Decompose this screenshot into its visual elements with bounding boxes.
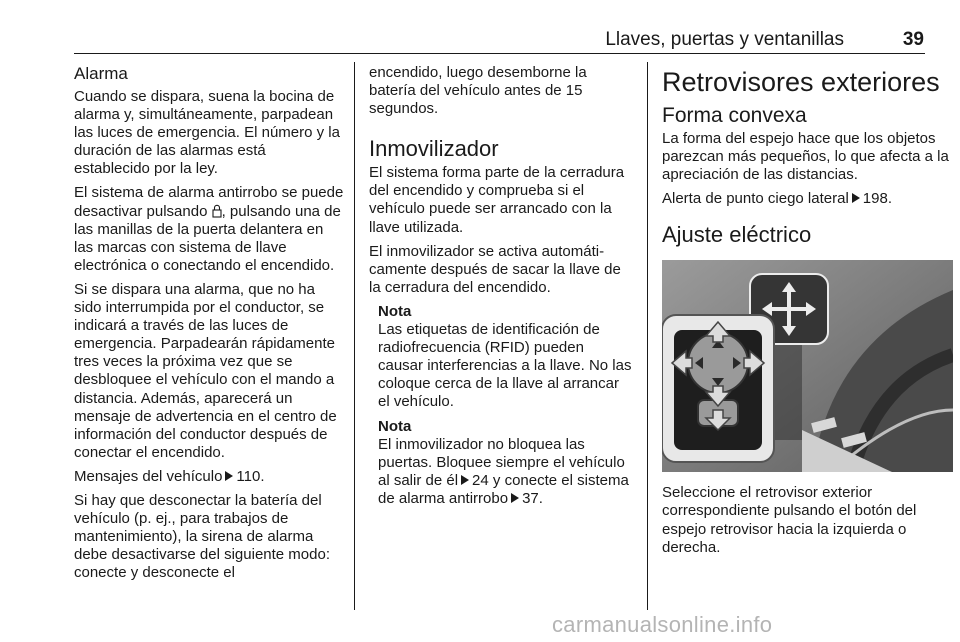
paragraph-ajuste: Seleccione el retrovisor exterior correspondiente pulsando el botón del espejo retrovisor hacia la izquierda o derecha. xyxy=(662,484,917,556)
watermark: carmanualsonline.info xyxy=(552,612,773,637)
column-divider-2 xyxy=(647,62,648,610)
paragraph-inmovilizador-2: El inmovilizador se activa automáticamente después de sacar la llave de la cerradura del encendido. xyxy=(369,242,621,296)
lock-icon xyxy=(212,204,222,218)
page-reference[interactable]: 198. xyxy=(862,190,892,208)
page-reference[interactable]: 37. xyxy=(522,489,543,507)
mirror-control-illustration xyxy=(662,260,953,472)
paragraph-alerta xyxy=(662,190,954,208)
column-2 xyxy=(369,64,633,514)
paragraph-alarma-4 xyxy=(74,468,344,486)
heading-ajuste-electrico: Ajuste eléctrico xyxy=(662,222,812,248)
page-number: 39 xyxy=(902,29,924,50)
paragraph-alarma-3: Si se dispara una alarma, que no ha sido interrumpida por el conductor, se indicará a través de las luces de emergencia. Parpadearán rápidamente tres veces la próxima vez que se desbloquee el vehículo con el mando a distancia. Además, aparecerá un mensaje de advertencia en el centro de información del conductor después de conectar el encendido. xyxy=(74,280,337,461)
header-title: Llaves, puertas y ventanillas xyxy=(605,29,844,50)
note-label: Nota xyxy=(378,417,412,435)
heading-retrovisores: Retrovisores exteriores xyxy=(662,67,940,97)
note-text: El inmovilizador no bloquea las puertas. Bloquee siempre el vehículo al salir de él xyxy=(378,435,625,489)
header-rule xyxy=(74,53,925,54)
reference-arrow-icon xyxy=(461,475,469,485)
note-doors xyxy=(369,418,633,508)
reference-arrow-icon xyxy=(511,493,519,503)
note-rfid xyxy=(369,303,633,412)
column-divider-1 xyxy=(354,62,355,610)
column-1 xyxy=(74,64,344,588)
page-header xyxy=(74,30,924,50)
heading-forma-convexa: Forma convexa xyxy=(662,104,807,127)
paragraph-alarma-5: Si hay que desconectar la batería del vehículo (p. ej., para trabajos de mantenimiento), la sirena de alarma debe desactivarse del siguiente modo: conecte y desconecte el xyxy=(74,491,330,582)
paragraph-convexa: La forma del espejo hace que los objetos parezcan más pequeños, lo que afecta a la apreciación de las distancias. xyxy=(662,130,949,184)
heading-inmovilizador: Inmovilizador xyxy=(369,136,499,162)
note-label: Nota xyxy=(378,302,412,320)
paragraph-text: , pulsando una de las manillas de la puerta delantera en las marcas con sistema de llave electrónica o conectando el encendido. xyxy=(74,202,341,274)
heading-alarma: Alarma xyxy=(74,64,128,83)
page-reference[interactable]: 110. xyxy=(236,467,265,485)
paragraph-text: Mensajes del vehículo xyxy=(74,467,223,485)
column-3 xyxy=(662,64,954,563)
page-reference[interactable]: 24 y conecte el sistema de alarma antirrobo xyxy=(378,471,629,507)
note-text: Las etiquetas de identificación de radiofrecuencia (RFID) pueden causar interferencias a la llave. No las coloque cerca de la llave al arrancar el vehículo. xyxy=(378,321,632,411)
reference-arrow-icon xyxy=(225,471,233,481)
paragraph-text: El sistema de alarma antirrobo se puede desactivar pulsando xyxy=(74,184,344,220)
paragraph-alarma-1: Cuando se dispara, suena la bocina de alarma y, simultáneamente, parpadean las luces de emergencia. El número y la duración de las alarmas está establecido por la ley. xyxy=(74,88,340,178)
paragraph-inmovilizador-1: El sistema forma parte de la cerradura del encendido y comprueba si el vehículo puede ser arrancado con la llave utilizada. xyxy=(369,164,625,236)
mirror-adjust-photo xyxy=(662,260,953,472)
paragraph-continued: encendido, luego desemborne la batería del vehículo antes de 15 segundos. xyxy=(369,64,587,118)
reference-arrow-icon xyxy=(852,193,860,203)
paragraph-text: Alerta de punto ciego lateral xyxy=(662,190,849,208)
paragraph-alarma-2 xyxy=(74,184,344,274)
